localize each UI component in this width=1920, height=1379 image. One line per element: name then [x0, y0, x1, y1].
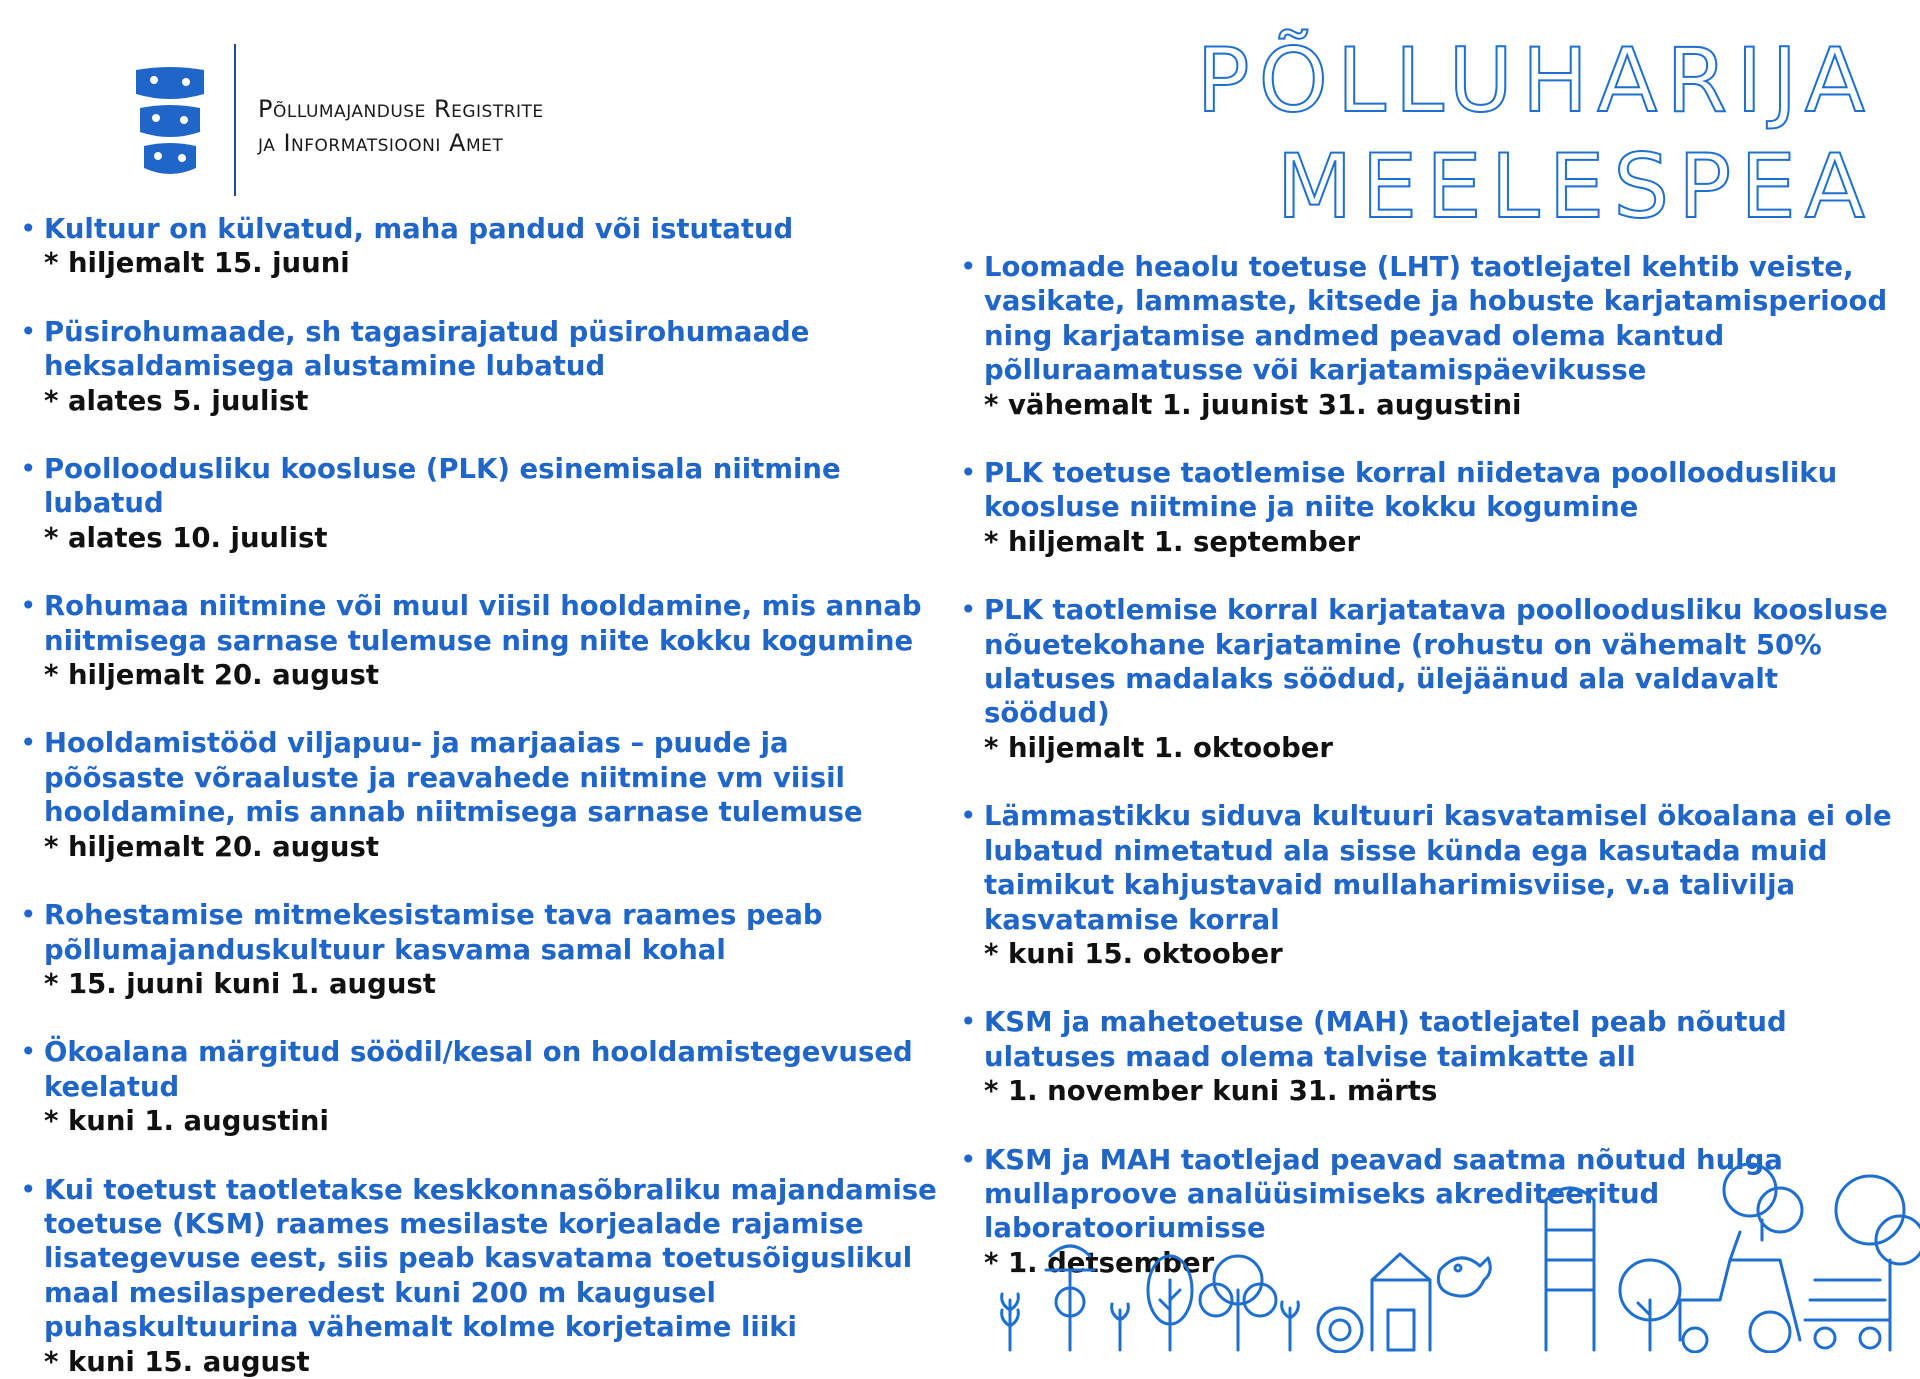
left-column: [18, 212, 938, 1379]
item-date: * hiljemalt 15. juuni: [44, 247, 350, 280]
item-text: Rohumaa niitmine või muul viisil hooldamine, mis annab niitmisega sarnase tulemuse ning niite kokku kogumine: [44, 590, 922, 657]
agency-name: [258, 92, 544, 160]
page-title: [1197, 28, 1875, 240]
list-item: [18, 726, 938, 864]
tree-icon: [1724, 1164, 1802, 1240]
item-date: * alates 10. juulist: [44, 521, 328, 554]
item-text: Kui toetust taotletakse keskkonnasõbraliku majandamise toetuse (KSM) raames mesilaste korjealade rajamise lisategevuse eest, siis peab kasvatama toetusõiguslikul maal mesilasperedest kuni 200 m kaugusel puhaskultuurina vähemalt kolme korjetaime liiki: [44, 1173, 937, 1344]
right-column: [958, 250, 1913, 1280]
list-item: [958, 456, 1913, 559]
wheat-icon: [1112, 1304, 1129, 1350]
tractor-icon: [1680, 1232, 1800, 1352]
list-item: [18, 315, 938, 418]
bullet-icon: •: [960, 1142, 977, 1176]
bullet-icon: •: [20, 726, 37, 760]
tree-icon: [1200, 1256, 1276, 1350]
item-date: * hiljemalt 1. september: [984, 525, 1361, 558]
wheat-icon: [1002, 1294, 1019, 1350]
item-date: * hiljemalt 20. august: [44, 659, 380, 692]
page-title-line2: MEELESPEA: [1276, 135, 1874, 238]
tree-icon: [1836, 1176, 1920, 1350]
wheat-icon: [1282, 1302, 1299, 1350]
item-text: Lämmastikku siduva kultuuri kasvatamisel ökoalana ei ole lubatud nimetatud ala sisse künda ega kasutada muid taimikut kahjustavaid mullaharimisviise, v.a talivilja kasvatamise korral: [984, 800, 1892, 936]
list-item: [18, 1173, 938, 1379]
item-text: KSM ja mahetoetuse (MAH) taotlejatel peab nõutud ulatuses maad olema talvise taimkatte all: [984, 1006, 1787, 1073]
list-item: [958, 1005, 1913, 1108]
bullet-icon: •: [960, 593, 977, 627]
tree-icon: [1620, 1260, 1680, 1350]
silo-icon: [1546, 1188, 1594, 1350]
bullet-icon: •: [960, 250, 977, 283]
agency-logo: [130, 40, 650, 200]
estonian-coat-of-arms-icon: [130, 64, 210, 184]
bullet-icon: •: [20, 898, 37, 932]
list-item: [958, 593, 1913, 765]
list-item: [958, 250, 1913, 422]
item-date: * 1. november kuni 31. märts: [984, 1075, 1438, 1108]
tree-icon: [1148, 1256, 1192, 1350]
item-text: Ökoalana märgitud söödil/kesal on hooldamistegevused keelatud: [44, 1036, 913, 1103]
bullet-icon: •: [20, 1172, 37, 1206]
item-text: Kultuur on külvatud, maha pandud või istutatud: [44, 213, 794, 245]
item-date: * alates 5. juulist: [44, 384, 309, 417]
trailer-icon: [1805, 1280, 1890, 1348]
item-date: * 15. juuni kuni 1. august: [44, 967, 436, 1000]
item-date: * vähemalt 1. juunist 31. augustini: [984, 388, 1522, 421]
bullet-icon: •: [960, 799, 977, 833]
logo-divider: [234, 44, 236, 196]
item-date: * 1. detsember: [984, 1246, 1215, 1279]
bullet-icon: •: [960, 1005, 977, 1039]
agency-name-line2: ja Informatsiooni Amet: [258, 129, 504, 157]
item-date: * hiljemalt 20. august: [44, 830, 380, 863]
item-text: Hooldamistööd viljapuu- ja marjaaias – puude ja põõsaste võraaluste ja reavahede niitmine vm viisil hooldamine, mis annab niitmisega sarnase tulemuse: [44, 727, 863, 829]
list-item: [18, 452, 938, 555]
bullet-icon: •: [20, 1035, 37, 1069]
item-text: PLK taotlemise korral karjatatava poolloodusliku koosluse nõuetekohane karjatamine (rohustu on vähemalt 50% ulatuses madalaks söödud, ülejäänud ala valdavalt söödud): [984, 594, 1888, 730]
item-text: PLK toetuse taotlemise korral niidetava poolloodusliku koosluse niitmine ja niite kokku kogumine: [984, 457, 1838, 524]
farm-illustration: [990, 1150, 1920, 1353]
bullet-icon: •: [20, 212, 37, 245]
list-item: [18, 212, 938, 281]
item-date: * kuni 15. oktoober: [984, 937, 1283, 970]
item-date: * kuni 1. augustini: [44, 1105, 329, 1138]
bullet-icon: •: [20, 452, 37, 486]
agency-name-line1: Põllumajanduse Registrite: [258, 95, 544, 123]
weather-station-icon: [1046, 1246, 1094, 1350]
list-item: [18, 898, 938, 1001]
item-text: Poolloodusliku koosluse (PLK) esinemisala niitmine lubatud: [44, 453, 841, 520]
list-item: [958, 799, 1913, 971]
bullet-icon: •: [960, 456, 977, 490]
item-text: Rohestamise mitmekesistamise tava raames peab põllumajanduskultuur kasvama samal kohal: [44, 899, 823, 966]
item-date: * hiljemalt 1. oktoober: [984, 731, 1333, 764]
bullet-icon: •: [20, 314, 37, 348]
item-text: Loomade heaolu toetuse (LHT) taotlejatel kehtib veiste, vasikate, lammaste, kitsede ja hobuste karjatamisperiood ning karjatamise andmed peavad olema kantud põlluraamatusse või karjatamispäevikusse: [984, 251, 1888, 387]
cow-icon: [1438, 1258, 1490, 1296]
bullet-icon: •: [20, 589, 37, 623]
item-date: * kuni 15. august: [44, 1345, 310, 1378]
item-text: Püsirohumaade, sh tagasirajatud püsirohumaade heksaldamisega alustamine lubatud: [44, 315, 810, 383]
barn-icon: [1372, 1254, 1430, 1350]
list-item: [18, 589, 938, 692]
list-item: [18, 1035, 938, 1138]
item-text: KSM ja MAH taotlejad peavad saatma nõutud hulga mullaproove analüüsimiseks akrediteeritud laboratooriumisse: [984, 1143, 1783, 1245]
page-title-line1: PÕLLUHARIJA: [1196, 29, 1874, 132]
hay-bale-icon: [1318, 1308, 1362, 1352]
